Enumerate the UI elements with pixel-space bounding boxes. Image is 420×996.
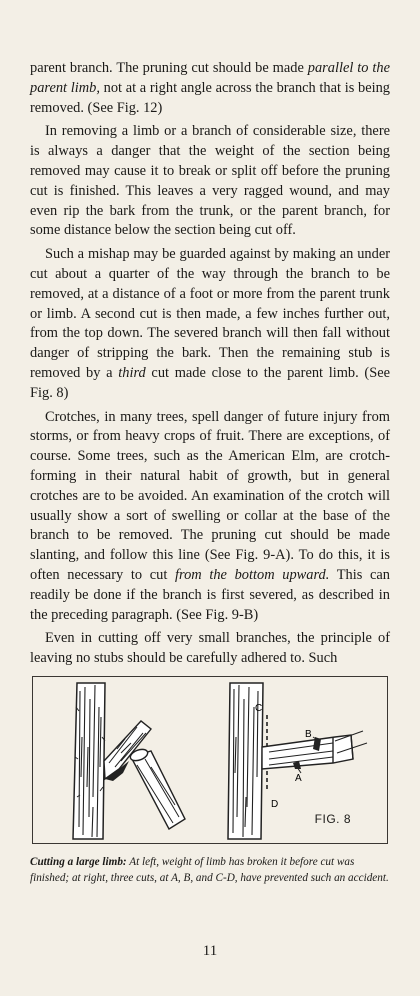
marker-d: D: [271, 799, 279, 810]
marker-a: A: [295, 773, 302, 784]
body-text: [30, 59, 390, 673]
figure-8: [32, 676, 388, 844]
marker-b: B: [305, 729, 312, 740]
paragraph-3: Such a mishap may be guarded against by making an under cut about a quarter of the way through the branch to be removed, at a distance of a foot or more from the parent trunk or limb. A second cut is then made, a few inches further out, from the top down. The severed branch will then fall without danger of stripping the bark. Then the remaining stub is removed by a third cut made close to the parent limb. (See Fig. 8): [30, 246, 390, 401]
paragraph-5: Even in cutting off very small branches, the principle of leaving no stubs should be carefully adhered to. Such: [30, 630, 390, 667]
left-tree-trunk: [73, 683, 105, 839]
figure-caption: [30, 855, 392, 886]
emphasis-bottom-upward: from the bottom upward.: [175, 566, 330, 583]
page-number: 11: [202, 943, 218, 959]
marker-c: C: [255, 703, 263, 714]
paragraph-1: parent branch. The pruning cut should be made parallel to the parent limb, not at a right angle across the branch that is being removed. (See Fig. 12): [30, 60, 390, 116]
paragraph-2: In removing a limb or a branch of considerable size, there is always a danger that the weight of the section being removed may cause it to break or split off before the pruning cut is finished. This leaves a very ragged wound, and may even rip the bark from the trunk, or the parent branch, for some distance below the section being cut off.: [30, 123, 390, 239]
emphasis-parallel: parallel to the parent limb,: [30, 60, 390, 96]
emphasis-third: third: [118, 364, 146, 381]
right-limb: [262, 731, 367, 769]
caption-lead: Cutting a large limb:: [30, 856, 127, 868]
left-broken-limb: [104, 721, 185, 829]
figure-label: FIG. 8: [314, 812, 351, 826]
paragraph-4: Crotches, in many trees, spell danger of future injury from storms, or from heavy crops of fruit. There are exceptions, of course. Some trees, such as the American Elm, are crotch-forming in their natural habit of growth, but in general crotches are to be avoided. An examination of the crotch will usually show a sort of swelling or collar at the base of the branch to be removed. The pruning cut should be made slanting, and follow this line (See Fig. 9-A). To do this, it is often necessary to cut from the bottom upward. This can readily be done if the branch is first severed, as described in the preceding paragraph. (See Fig. 9-B): [30, 408, 390, 623]
caption-text: At left, weight of limb has broken it before cut was finished; at right, three cuts, at A, B, and C-D, have prevented such an accident.: [30, 856, 389, 884]
